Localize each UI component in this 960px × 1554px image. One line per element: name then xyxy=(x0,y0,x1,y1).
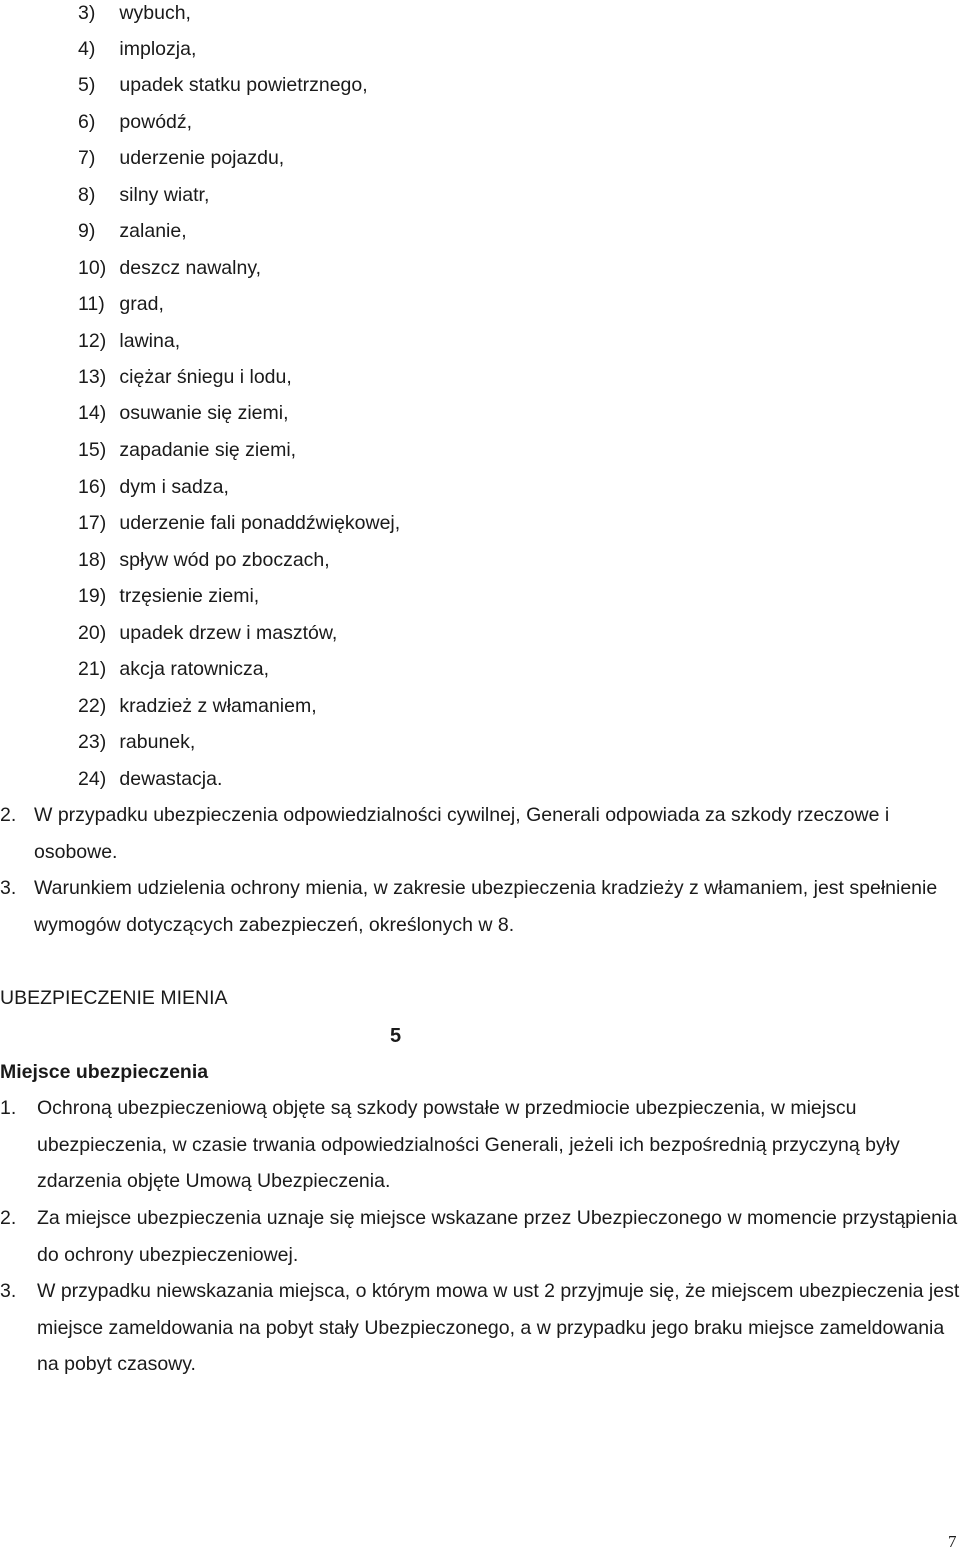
list-item-number: 11) xyxy=(78,293,105,315)
list-item xyxy=(78,694,317,718)
list-item xyxy=(78,401,289,425)
list-item-number: 6) xyxy=(78,111,96,133)
list-item-number: 24) xyxy=(78,768,107,790)
list-item-number: 19) xyxy=(78,585,107,607)
section-subtitle: Miejsce ubezpieczenia xyxy=(0,1061,209,1083)
paragraph-text: W przypadku niewskazania miejsca, o którym mowa w ust 2 przyjmuje się, że miejscem ubezpieczenia jest miejsce zameldowania na pobyt stały Ubezpieczonego, a w przypadku jego braku miejsce zameldowania na pobyt czasowy. xyxy=(37,1280,960,1375)
list-item xyxy=(78,37,196,61)
list-item-text: rabunek, xyxy=(119,731,196,753)
list-item xyxy=(78,475,229,499)
numbered-paragraph xyxy=(0,1200,960,1273)
list-item xyxy=(78,73,368,97)
list-item-number: 15) xyxy=(78,439,107,461)
list-item-number: 13) xyxy=(78,366,107,388)
list-item-text: wybuch, xyxy=(119,2,191,24)
list-item-number: 23) xyxy=(78,731,107,753)
list-item-number: 21) xyxy=(78,658,107,680)
list-item xyxy=(78,438,296,462)
list-item-number: 7) xyxy=(78,147,96,169)
numbered-paragraph xyxy=(0,870,960,943)
list-item-number: 17) xyxy=(78,512,107,534)
list-item-text: grad, xyxy=(119,293,164,315)
paragraph-text: Za miejsce ubezpieczenia uznaje się miejsce wskazane przez Ubezpieczonego w momencie przystąpienia do ochrony ubezpieczeniowej. xyxy=(37,1207,958,1266)
list-item xyxy=(78,146,284,170)
list-item-text: akcja ratownicza, xyxy=(119,658,269,680)
paragraph-symbol: 5 xyxy=(390,1025,402,1047)
list-item-number: 20) xyxy=(78,622,107,644)
list-item-text: upadek drzew i masztów, xyxy=(119,622,338,644)
list-item-number: 12) xyxy=(78,330,107,352)
list-item-number: 18) xyxy=(78,549,107,571)
paragraph-text: Warunkiem udzielenia ochrony mienia, w zakresie ubezpieczenia kradzieży z włamaniem, jest spełnienie wymogów dotyczących zabezpieczeń, określonych w 8. xyxy=(34,877,938,936)
list-item-text: lawina, xyxy=(119,330,181,352)
list-item-text: upadek statku powietrznego, xyxy=(119,74,368,96)
list-item-number: 3) xyxy=(78,2,96,24)
paragraph-number: 2. xyxy=(0,1207,17,1229)
list-item-number: 14) xyxy=(78,402,107,424)
list-item xyxy=(78,657,269,681)
list-item xyxy=(78,584,259,608)
paragraph-text: Ochroną ubezpieczeniową objęte są szkody powstałe w przedmiocie ubezpieczenia, w miejscu ubezpieczenia, w czasie trwania odpowiedzialności Generali, jeżeli ich bezpośrednią przyczyną były zdarzenia objęte Umową Ubezpieczenia. xyxy=(37,1097,900,1192)
page-number: 7 xyxy=(948,1532,957,1551)
list-item xyxy=(78,548,330,572)
list-item-text: kradzież z włamaniem, xyxy=(119,695,317,717)
list-item-number: 4) xyxy=(78,38,96,60)
list-item-text: osuwanie się ziemi, xyxy=(119,402,289,424)
list-item xyxy=(78,1,191,25)
list-item xyxy=(78,219,187,243)
list-item xyxy=(78,365,292,389)
list-item-text: zapadanie się ziemi, xyxy=(119,439,297,461)
list-item-number: 10) xyxy=(78,257,107,279)
list-item-text: dym i sadza, xyxy=(119,476,229,498)
paragraph-number: 1. xyxy=(0,1097,17,1119)
numbered-paragraph xyxy=(0,1090,960,1200)
list-item-text: uderzenie fali ponaddźwiękowej, xyxy=(119,512,401,534)
paragraph-text: W przypadku ubezpieczenia odpowiedzialności cywilnej, Generali odpowiada za szkody rzeczowe i osobowe. xyxy=(34,804,890,863)
list-item xyxy=(78,256,261,280)
list-item-text: spływ wód po zboczach, xyxy=(119,549,330,571)
list-item xyxy=(78,329,180,353)
list-item-text: trzęsienie ziemi, xyxy=(119,585,260,607)
list-item xyxy=(78,110,192,134)
numbered-paragraph xyxy=(0,1273,960,1383)
list-item-text: uderzenie pojazdu, xyxy=(119,147,285,169)
list-item-text: zalanie, xyxy=(119,220,187,242)
list-item xyxy=(78,621,337,645)
paragraph-number: 2. xyxy=(0,804,17,826)
list-item-text: ciężar śniegu i lodu, xyxy=(119,366,292,388)
list-item-number: 22) xyxy=(78,695,107,717)
list-item-text: silny wiatr, xyxy=(119,184,210,206)
list-item xyxy=(78,183,209,207)
list-item xyxy=(78,730,195,754)
list-item xyxy=(78,511,400,535)
list-item-number: 5) xyxy=(78,74,96,96)
numbered-paragraph xyxy=(0,797,960,870)
list-item-number: 9) xyxy=(78,220,96,242)
section-heading: UBEZPIECZENIE MIENIA xyxy=(0,987,228,1009)
list-item-number: 8) xyxy=(78,184,96,206)
list-item xyxy=(78,292,164,316)
list-item-text: implozja, xyxy=(119,38,197,60)
paragraph-number: 3. xyxy=(0,1280,17,1302)
list-item-text: deszcz nawalny, xyxy=(119,257,262,279)
list-item-number: 16) xyxy=(78,476,107,498)
list-item xyxy=(78,767,222,791)
paragraph-number: 3. xyxy=(0,877,17,899)
list-item-text: powódź, xyxy=(119,111,193,133)
list-item-text: dewastacja. xyxy=(119,768,223,790)
